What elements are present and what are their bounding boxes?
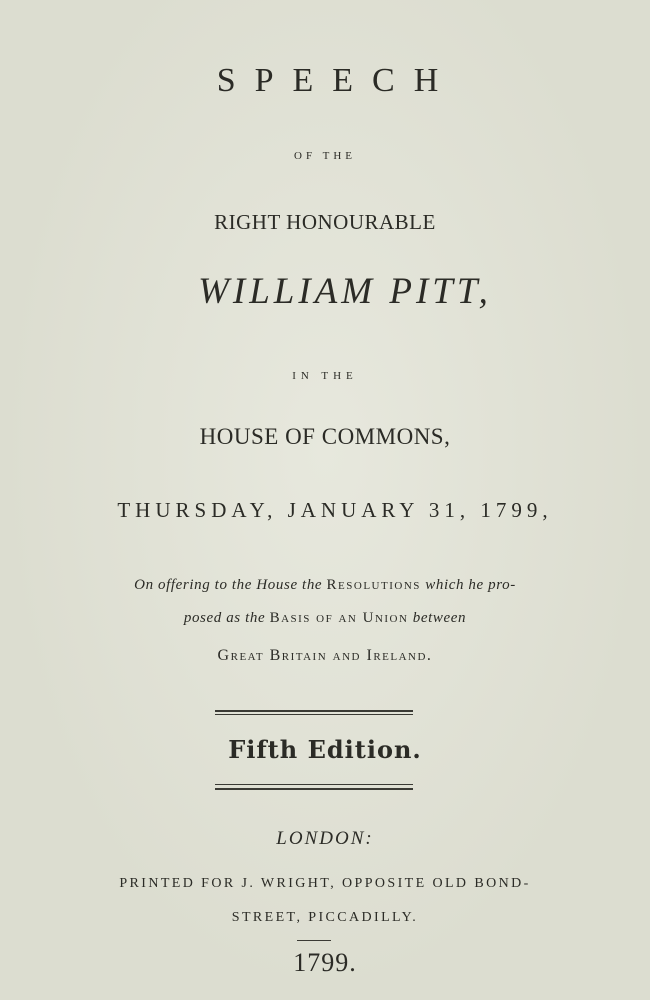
divider-rule — [215, 714, 413, 715]
date-line: THURSDAY, JANUARY 31, 1799, — [117, 498, 553, 522]
occasion-line-3: Great Britain and Ireland. — [217, 647, 433, 664]
occasion-text: posed as the — [183, 610, 266, 626]
house-line: HOUSE OF COMMONS, — [199, 424, 451, 449]
short-divider-rule — [297, 940, 331, 941]
occasion-text-smallcaps: Resolutions — [326, 577, 421, 593]
occasion-text: which he pro- — [425, 577, 516, 593]
edition-line: Fifth Edition. — [228, 735, 422, 764]
place-of-publication: LONDON: — [276, 828, 374, 849]
occasion-text: On offering to the House the — [134, 577, 323, 593]
honorific-line: RIGHT HONOURABLE — [214, 210, 436, 234]
printer-line-2: STREET, PICCADILLY. — [231, 910, 419, 925]
title-heading: SPEECH — [216, 62, 458, 99]
occasion-text: between — [412, 610, 467, 626]
speaker-name: WILLIAM PITT, — [198, 271, 492, 312]
printer-line-1: PRINTED FOR J. WRIGHT, OPPOSITE OLD BOND- — [119, 876, 531, 891]
publication-year: 1799. — [293, 948, 357, 977]
divider-rule — [215, 710, 413, 712]
occasion-line-2 — [0, 610, 650, 627]
occasion-line-1 — [0, 577, 650, 594]
in-the-line: IN THE — [292, 370, 358, 382]
divider-rule — [215, 784, 413, 785]
occasion-text-smallcaps: Basis of an Union — [269, 610, 409, 626]
divider-rule — [215, 788, 413, 790]
of-the-line: OF THE — [294, 150, 356, 162]
